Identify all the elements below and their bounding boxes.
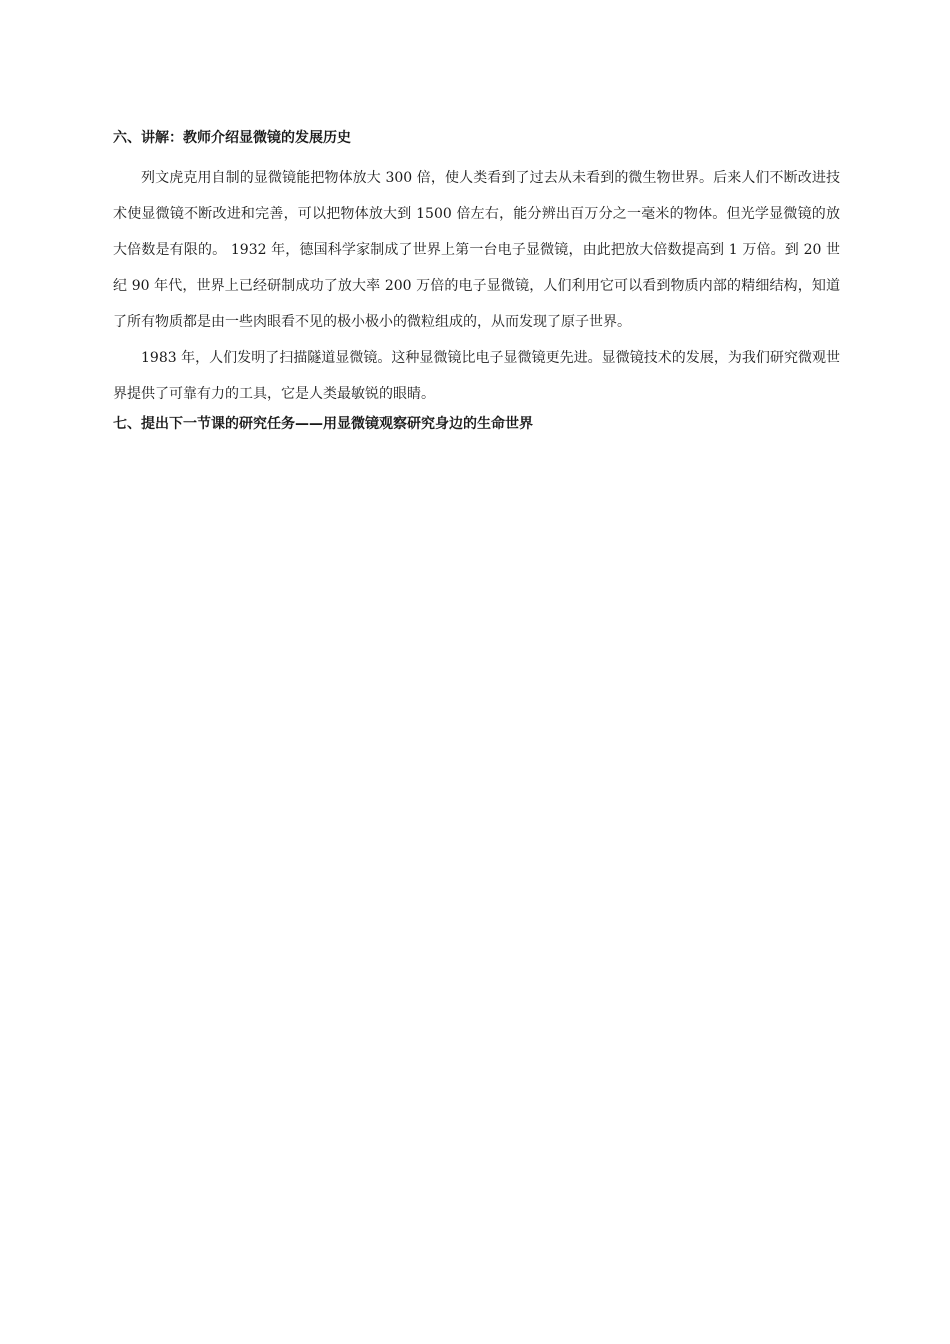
paragraph-scanning-tunneling-microscope: 1983 年，人们发明了扫描隧道显微镜。这种显微镜比电子显微镜更先进。显微镜技术的发展，为我们研究微观世界提供了可靠有力的工具，它是人类最敏锐的眼睛。 (113, 350, 840, 402)
document-body (113, 126, 840, 436)
section-7-heading: 七、提出下一节课的研究任务——用显微镜观察研究身边的生命世界 (113, 416, 533, 432)
section-6-heading: 六、讲解：教师介绍显微镜的发展历史 (113, 130, 351, 146)
paragraph-microscope-history: 列文虎克用自制的显微镜能把物体放大 300 倍，使人类看到了过去从未看到的微生物世界。后来人们不断改进技术使显微镜不断改进和完善，可以把物体放大到 1500 倍左右，能分辨出百万分之一毫米的物体。但光学显微镜的放大倍数是有限的。 1932 年，德国科学家制成了世界上第一台电子显微镜，由此把放大倍数提高到 1 万倍。到 20 世纪 90 年代，世界上已经研制成功了放大率 200 万倍的电子显微镜，人们利用它可以看到物质内部的精细结构，知道了所有物质都是由一些肉眼看不见的极小极小的微粒组成的，从而发现了原子世界。 (113, 170, 840, 330)
